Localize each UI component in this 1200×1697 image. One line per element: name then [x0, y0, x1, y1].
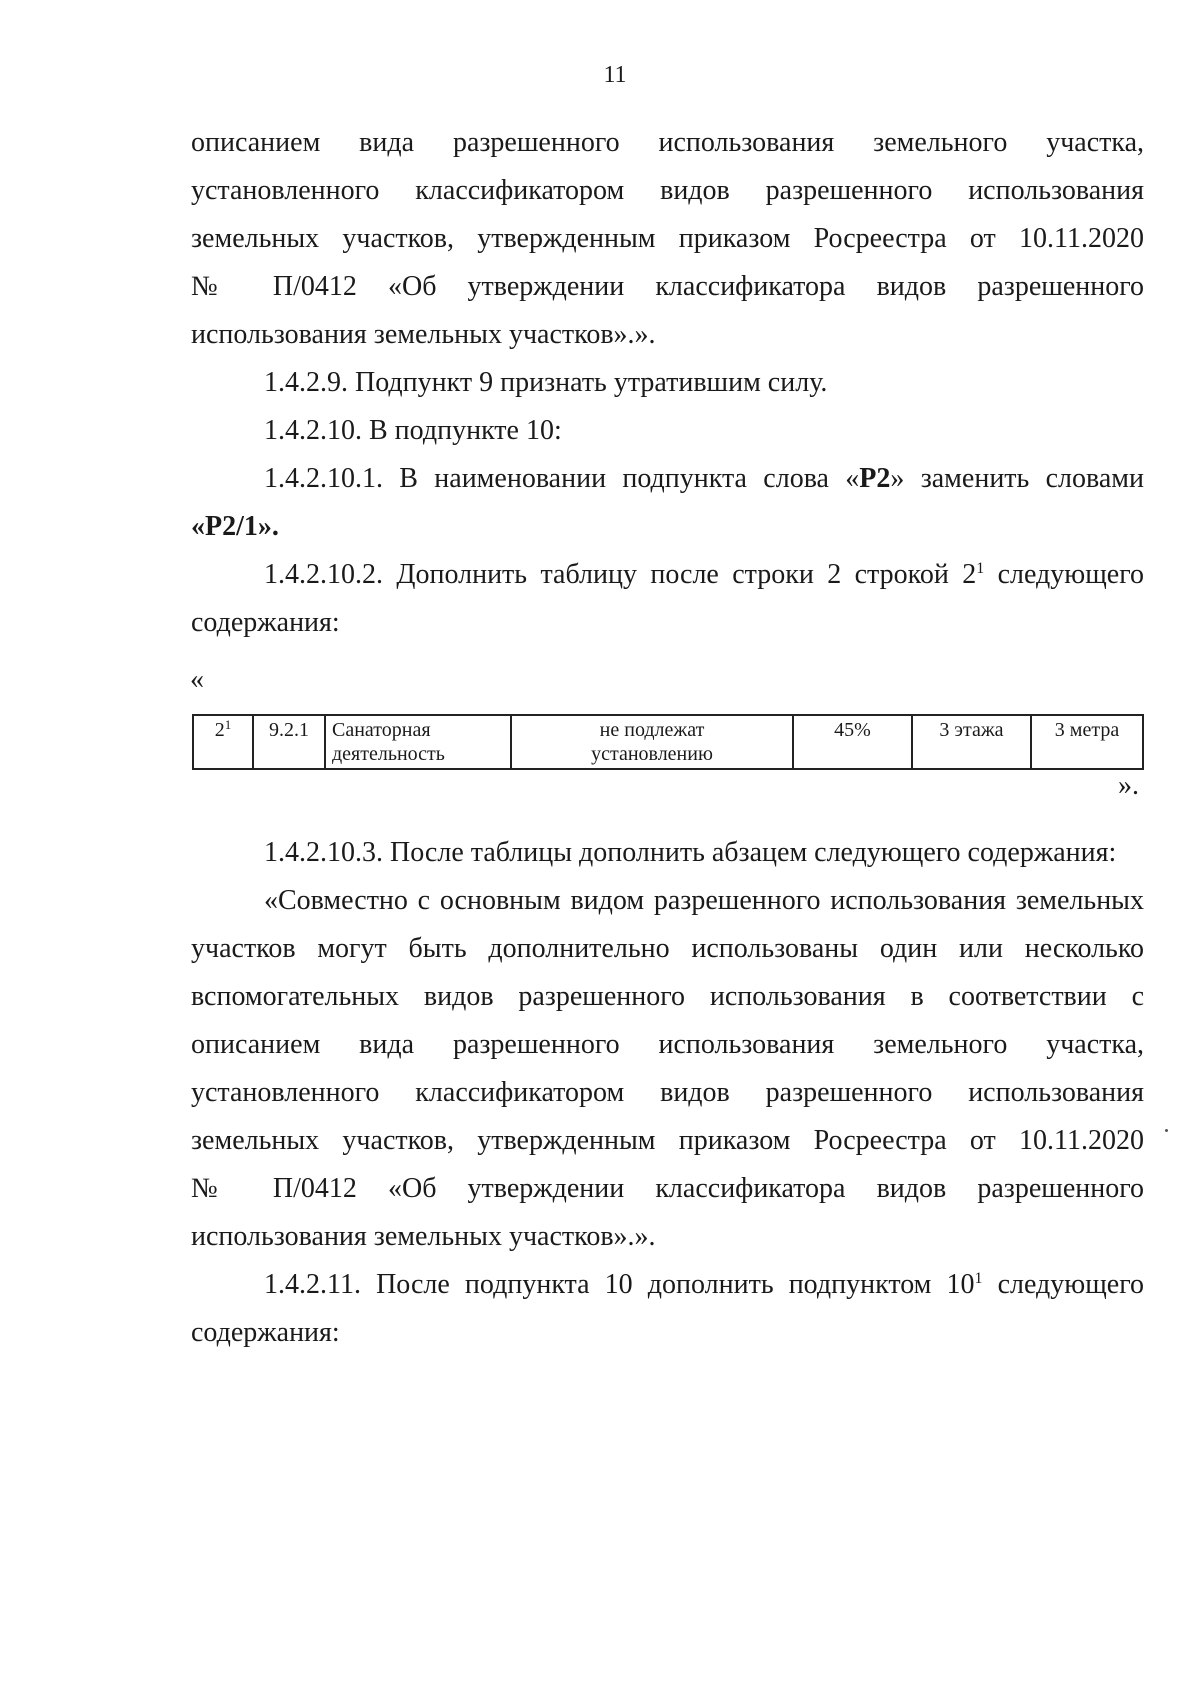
cell-percent: 45% [793, 715, 912, 769]
clause-1-4-2-10-3: 1.4.2.10.3. После таблицы дополнить абзацем следующего содержания: [264, 837, 1117, 868]
paragraph-line: вспомогательных видов разрешенного использования в соответствии с [191, 981, 1144, 1012]
clause-text: следующего [984, 559, 1144, 590]
superscript: 1 [224, 717, 232, 732]
cell-text: не подлежат [599, 719, 705, 741]
inserted-table [192, 714, 1144, 770]
cell-code: 9.2.1 [253, 715, 325, 769]
cell-text: 2 [214, 719, 225, 741]
cell-use-name [325, 715, 511, 769]
paragraph-line: № П/0412 «Об утверждении классификатора видов разрешенного [191, 271, 1144, 302]
paragraph-line: «Совместно с основным видом разрешенного использования земельных [264, 885, 1144, 916]
paragraph-line: описанием вида разрешенного использования земельного участка, [191, 1029, 1144, 1060]
page-number: 11 [603, 62, 627, 88]
scan-speck [1165, 1129, 1168, 1132]
clause-1-4-2-11 [264, 1267, 1144, 1303]
cell-parameters [511, 715, 793, 769]
clause-1-4-2-10-2-cont: содержания: [191, 607, 340, 638]
cell-text: деятельность [332, 743, 445, 765]
clause-1-4-2-10-1-cont [191, 509, 1144, 545]
clause-text: 1.4.2.10.2. Дополнить таблицу после строки 2 строкой 2 [264, 559, 977, 590]
bold-quote: « [191, 511, 205, 542]
paragraph-line: описанием вида разрешенного использования земельного участка, [191, 127, 1144, 158]
paragraph-line: № П/0412 «Об утверждении классификатора видов разрешенного [191, 1173, 1144, 1204]
clause-text: следующего [982, 1269, 1144, 1300]
clause-1-4-2-10-2 [264, 557, 1144, 593]
cell-distance: 3 метра [1031, 715, 1143, 769]
paragraph-line: использования земельных участков».». [191, 319, 656, 350]
table-row [193, 715, 1143, 769]
bold-term: Р2 [859, 463, 891, 494]
paragraph-line: установленного классификатором видов разрешенного использования [191, 175, 1144, 206]
paragraph-line: земельных участков, утвержденным приказом Росреестра от 10.11.2020 [191, 1125, 1144, 1156]
clause-1-4-2-11-cont: содержания: [191, 1317, 340, 1348]
paragraph-line: участков могут быть дополнительно использованы один или несколько [191, 933, 1144, 964]
clause-text: » заменить словами [890, 463, 1144, 494]
cell-row-number [193, 715, 253, 769]
open-quote: « [190, 664, 204, 695]
superscript: 1 [976, 560, 985, 577]
paragraph-line: использования земельных участков».». [191, 1221, 656, 1252]
close-quote: ». [1118, 770, 1139, 801]
paragraph-line: земельных участков, утвержденным приказом Росреестра от 10.11.2020 [191, 223, 1144, 254]
bold-term: Р2/1 [205, 511, 258, 542]
clause-1-4-2-10-1 [264, 461, 1144, 497]
clause-text: 1.4.2.11. После подпункта 10 дополнить подпунктом 10 [264, 1269, 975, 1300]
superscript: 1 [974, 1270, 983, 1287]
cell-text: Санаторная [332, 719, 431, 741]
bold-quote: ». [257, 511, 279, 542]
cell-text: установлению [591, 743, 713, 765]
clause-1-4-2-10: 1.4.2.10. В подпункте 10: [264, 415, 562, 446]
clause-text: 1.4.2.10.1. В наименовании подпункта слова « [264, 463, 860, 494]
paragraph-line: установленного классификатором видов разрешенного использования [191, 1077, 1144, 1108]
cell-floors: 3 этажа [912, 715, 1031, 769]
clause-1-4-2-9: 1.4.2.9. Подпункт 9 признать утратившим силу. [264, 367, 828, 398]
